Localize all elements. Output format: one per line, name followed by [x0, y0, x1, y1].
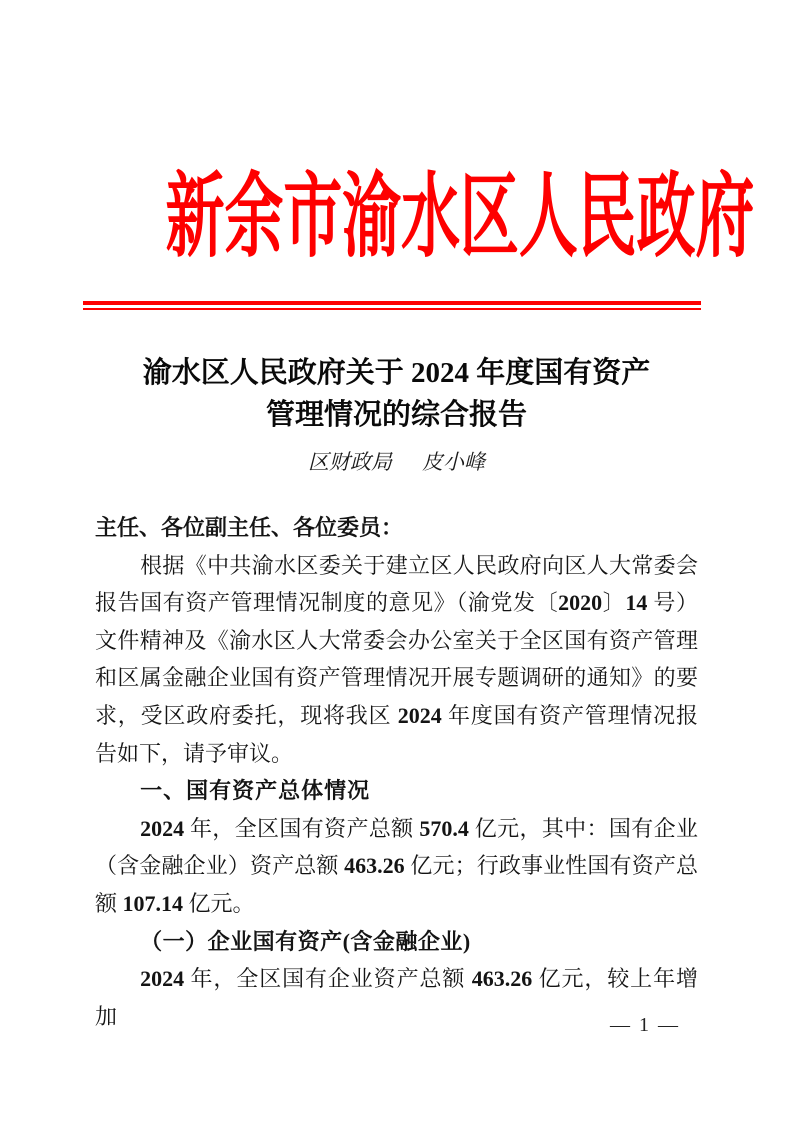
page-number: — 1 —	[610, 1014, 680, 1036]
document-title	[60, 352, 733, 436]
red-divider-double-line	[83, 301, 701, 310]
heading-section-1: 一、国有资产总体情况	[140, 778, 371, 804]
byline	[0, 447, 793, 477]
byline-org: 区财政局	[308, 450, 392, 474]
paragraph-intro: 根据《中共渝水区委关于建立区人民政府向区人大常委会报告国有资产管理情况制度的意见》（渝党发〔2020〕14 号）文件精神及《渝水区人大常委会办公室关于全区国有资产管理和区属金融企业国有资产管理情况开展专题调研的通知》的要求，受区政府委托，现将我区 2024 年度国有资产管理情况报告如下，请予审议。	[95, 552, 698, 766]
document-title-line2: 管理情况的综合报告	[265, 399, 527, 431]
masthead-title: 新余市渝水区人民政府	[165, 166, 755, 268]
document-title-line1: 渝水区人民政府关于 2024 年度国有资产	[142, 357, 651, 389]
byline-author: 皮小峰	[422, 450, 485, 474]
document-body	[95, 509, 698, 1035]
masthead	[0, 163, 793, 271]
salutation: 主任、各位副主任、各位委员：	[95, 515, 404, 540]
heading-subsection-1: （一）企业国有资产(含金融企业)	[140, 928, 471, 954]
paragraph-enterprise-assets: 2024 年，全区国有企业资产总额 463.26 亿元，较上年增加	[95, 966, 698, 1029]
red-rule-bottom	[83, 308, 701, 310]
paragraph-total-assets: 2024 年，全区国有资产总额 570.4 亿元，其中：国有企业（含金融企业）资产总额 463.26 亿元；行政事业性国有资产总额 107.14 亿元。	[95, 815, 698, 916]
